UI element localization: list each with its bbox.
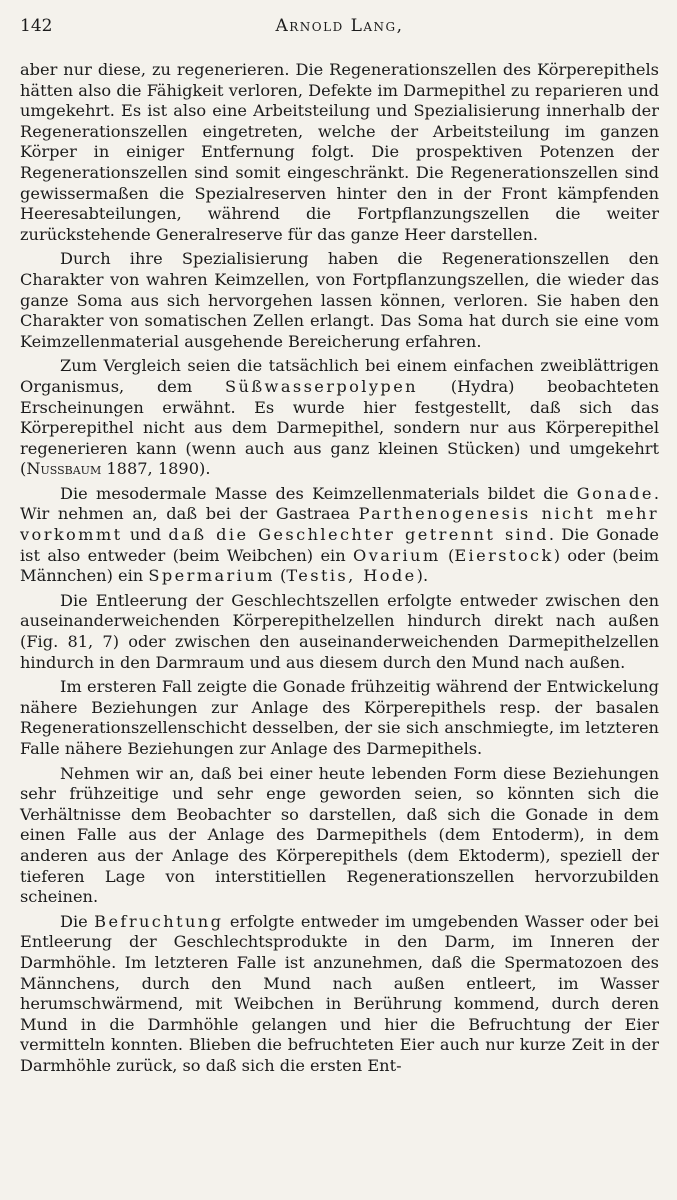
emphasized-text: Testis, Hode [286,566,417,586]
paragraph [20,484,659,587]
emphasized-text: Parthenogenesis nicht mehr vorkommt [20,504,659,545]
paragraph [20,912,659,1077]
paragraph [20,764,659,908]
text-run: aber nur diese, zu regenerieren. Die Regenerationszellen des Körperepithels hätten also die Fähigkeit verloren, Defekte im Darmepithel zu reparieren und umgekehrt. Es ist also eine Arbeitsteilung und Spezialisierung innerhalb der Regenerationszellen eingetreten, welche der Arbeitsteilung im ganzen Körper in einiger Entfernung folgt. Die prospektiven Potenzen der Regenerationszellen sind somit eingeschränkt. Die Regenerationszellen sind gewissermaßen die Spezialreserven hinter den in der Front kämpfenden Heeresabteilungen, während die Fortpflanzungszellen die weiter zurückstehende Generalreserve für das ganze Heer darstellen. [20,60,659,244]
text-run: ) oder (beim Männchen) ein [20,545,659,586]
text-run: ( [274,566,287,586]
text-run: Nehmen wir an, daß bei einer heute lebenden Form diese Beziehungen sehr frühzeitige und sehr enge geworden seien, so könnten sich die Verhältnisse dem Beobachter so darstellen, daß sich die Gonade in dem einen Falle aus der Anlage des Darmepithels (dem Entoderm), in dem anderen aus der Anlage des Körperepithels (dem Ektoderm), speziell der tieferen Lage von interstitiellen Regenerationszellen hervorzubilden scheinen. [20,763,659,907]
emphasized-text: Süßwasserpolypen [225,376,418,396]
body-text [20,60,659,1077]
paragraph [20,677,659,759]
emphasized-text: Gonade [576,483,654,503]
text-run: Durch ihre Spezialisierung haben die Regenerationszellen den Charakter von wahren Keimzellen, von Fortpflanzungszellen, die wieder das ganze Soma aus sich hervorgehen lassen können, verloren. Sie haben den Charakter von somatischen Zellen erlangt. Das Soma hat durch sie eine vom Keimzellenmaterial ausgehende Bereicherung erfahren. [20,249,659,351]
emphasized-text: Befruchtung [94,911,224,931]
text-run: Im ersteren Fall zeigte die Gonade frühzeitig während der Entwickelung nähere Beziehungen zur Anlage des Körperepithels resp. der basalen Regenerationszellenschicht desselben, der sie sich anschmiegte, im letzteren Falle nähere Beziehungen zur Anlage des Darmepithels. [20,677,659,758]
text-run: 1887, 1890). [101,459,211,479]
text-run: Die Entleerung der Geschlechtszellen erfolgte entweder zwischen den auseinanderweichenden Körperepithelzellen hindurch direkt nach außen (Fig. 81, 7) oder zwischen den auseinanderweichenden Darmepithelzellen hindurch in den Darmraum und aus diesem durch den Mund nach außen. [20,590,659,672]
paragraph [20,60,659,245]
emphasized-text: Eierstock [454,545,554,565]
text-run: ( [440,545,455,565]
emphasized-text: daß die Geschlechter getrennt sind [168,525,549,545]
author-name: Nussbaum [26,459,102,479]
text-run: und [122,525,169,545]
text-run: erfolgte entweder im umgebenden Wasser oder bei Entleerung der Geschlechtsprodukte in den Darm, im Inneren der Darmhöhle. Im letzteren Falle ist anzunehmen, daß die Spermatozoen des Männchens, durch den Mund nach außen entleert, im Wasser herumschwärmend, mit Weibchen in Berührung kommend, durch deren Mund in die Darmhöhle gelangen und hier die Befruchtung der Eier vermitteln konnten. Blieben die befruchteten Eier auch nur kurze Zeit in der Darmhöhle zurück, so daß sich die ersten Ent- [20,911,659,1075]
text-run: . Wir nehmen an, daß bei der Gastraea [20,483,659,524]
emphasized-text: Ovarium [353,545,441,565]
text-run: Die mesodermale Masse des Keimzellenmaterials bildet die [60,483,577,503]
text-run: . Die Gonade ist also entweder (beim Weibchen) ein [20,525,660,565]
page-number: 142 [20,16,53,36]
paragraph [20,356,659,480]
paragraph [20,591,659,673]
text-run: ). [416,566,429,586]
text-run: Die [60,911,95,931]
page-header [20,14,659,44]
running-head: Arnold Lang, [275,16,404,36]
text-run: (Hydra) beobachteten Erscheinungen erwähnt. Es wurde hier festgestellt, daß sich das Körperepithel nicht aus dem Darmepithel, sondern nur aus Körperepithel regenerieren kann (wenn auch aus ganz kleinen Stücken) und umgekehrt ( [20,376,659,479]
paragraph [20,249,659,352]
text-run: Zum Vergleich seien die tatsächlich bei einem einfachen zweiblättrigen Organismus, dem [20,356,659,396]
emphasized-text: Spermarium [148,566,275,586]
